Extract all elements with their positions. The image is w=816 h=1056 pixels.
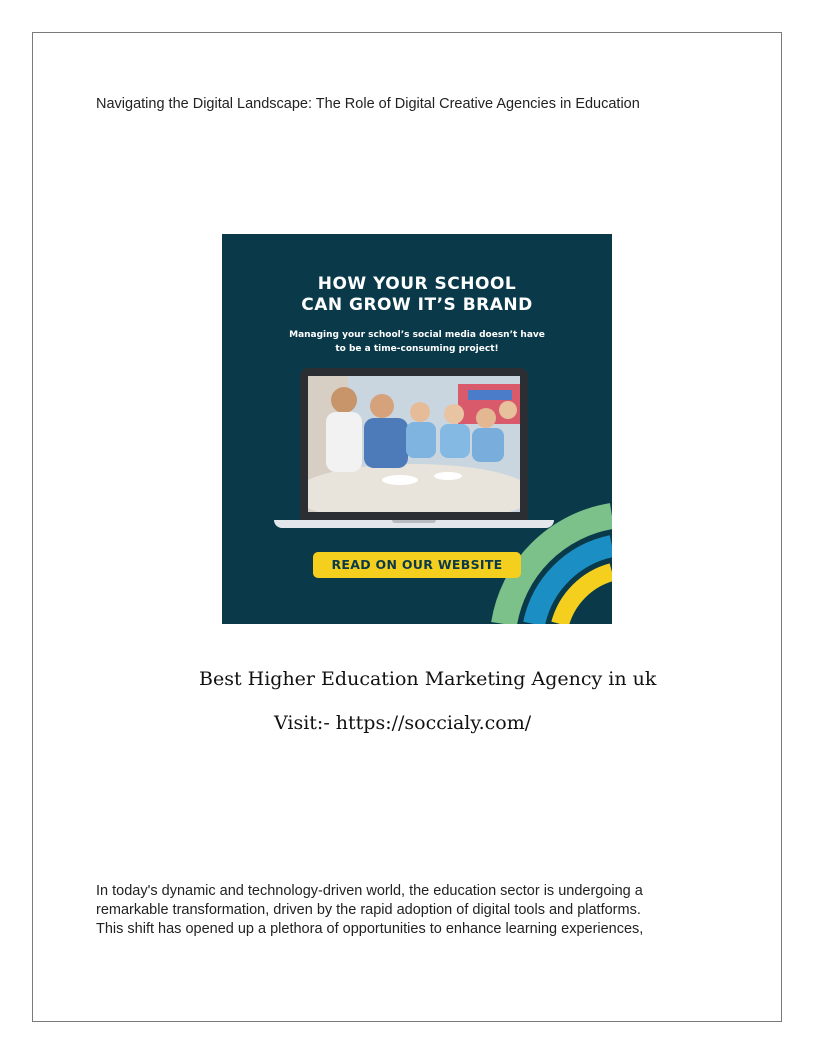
body-line-1: In today's dynamic and technology-driven world, the education sector is undergoing a: [96, 883, 643, 899]
body-line-2: remarkable transformation, driven by the rapid adoption of digital tools and platforms.: [96, 902, 641, 918]
promo-banner-image: [222, 234, 612, 624]
body-paragraph: [96, 882, 736, 939]
read-website-button[interactable]: READ ON OUR WEBSITE: [313, 552, 521, 578]
caption-visit-link[interactable]: Visit:- https://soccialy.com/: [274, 712, 532, 734]
banner-headline-line-1: HOW YOUR SCHOOL: [317, 274, 517, 294]
banner-subtext-line-1: Managing your school’s social media doesn’t have: [289, 330, 545, 340]
banner-headline-line-2: CAN GROW IT’S BRAND: [301, 295, 533, 315]
body-line-3: This shift has opened up a plethora of opportunities to enhance learning experiences,: [96, 921, 644, 937]
document-title: Navigating the Digital Landscape: The Role of Digital Creative Agencies in Education: [96, 96, 640, 112]
caption-agency: Best Higher Education Marketing Agency in uk: [199, 668, 657, 690]
banner-subtext-line-2: to be a time-consuming project!: [335, 344, 499, 354]
